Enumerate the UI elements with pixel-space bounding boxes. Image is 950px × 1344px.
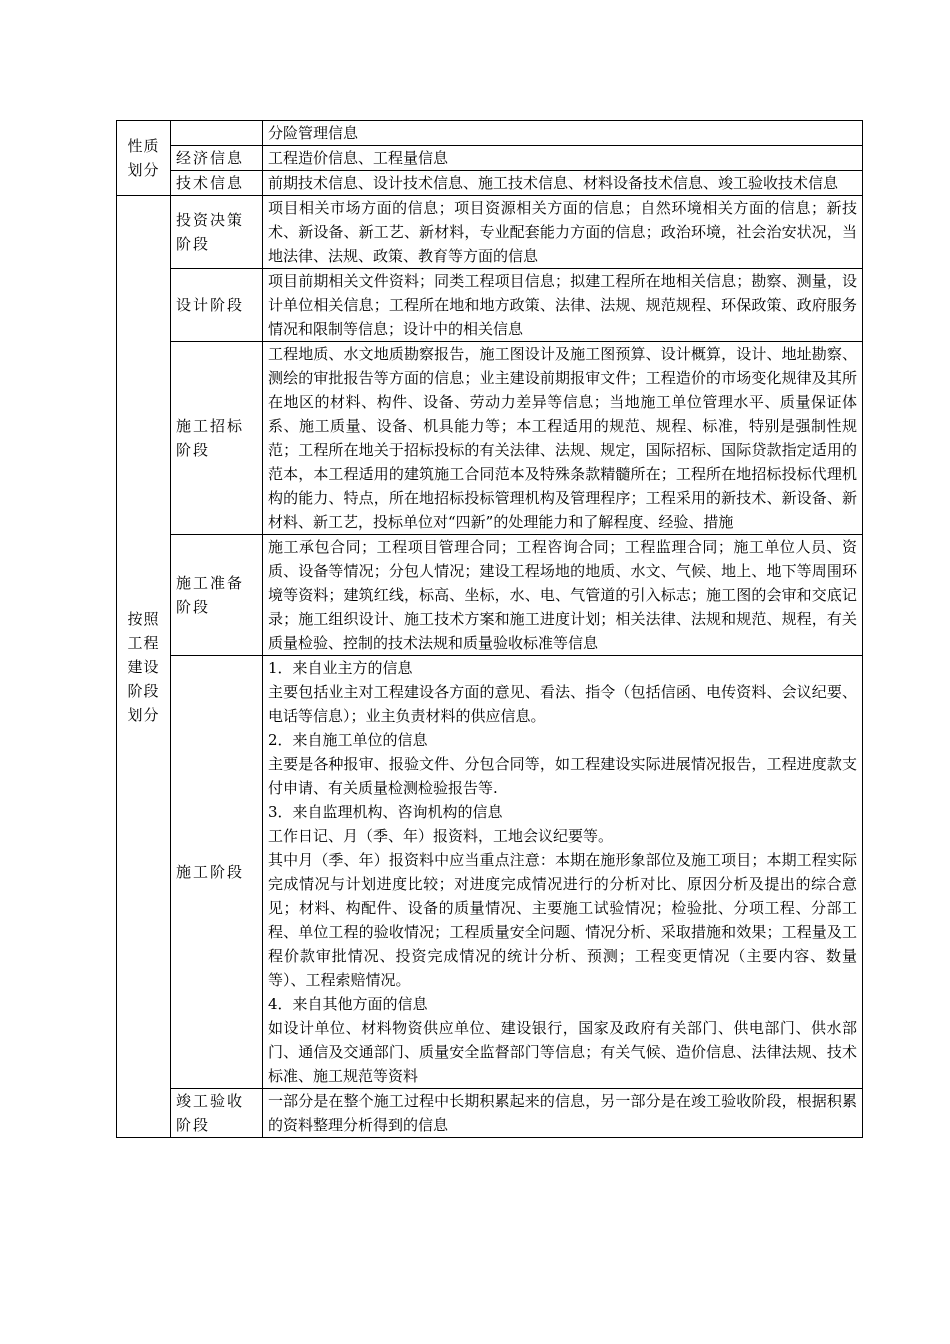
subcategory-cell: 竣工验收阶段 (171, 1089, 263, 1138)
content-line: 1．来自业主方的信息 (268, 659, 413, 677)
table-row (117, 342, 863, 535)
table-row (117, 196, 863, 269)
content-line: 4．来自其他方面的信息 (268, 995, 428, 1013)
content-cell: 分险管理信息 (263, 121, 863, 146)
content-line: 主要是各种报审、报验文件、分包合同等，如工程建设实际进展情况报告，工程进度款支付申请、有关质量检测检验报告等. (268, 755, 857, 797)
subcategory-cell: 施工招标阶段 (171, 342, 263, 535)
subcategory-cell: 经济信息 (171, 146, 263, 171)
subcategory-cell: 施工阶段 (171, 656, 263, 1089)
content-line: 其中月（季、年）报资料中应当重点注意：本期在施形象部位及施工项目；本期工程实际完成情况与计划进度比较；对进度完成情况进行的分析对比、原因分析及提出的综合意见；材料、构配件、设备的质量情况、主要施工试验情况；检验批、分项工程、分部工程、单位工程的验收情况；工程质量安全问题、情况分析、采取措施和效果；工程量及工程价款审批情况、投资完成情况的统计分析、预测；工程变更情况（主要内容、数量等）、工程索赔情况。 (268, 851, 857, 989)
content-cell: 项目前期相关文件资料；同类工程项目信息；拟建工程所在地相关信息；勘察、测量，设计单位相关信息；工程所在地和地方政策、法律、法规、规范规程、环保政策、政府服务情况和限制等信息；设计中的相关信息 (263, 269, 863, 342)
content-cell: 一部分是在整个施工过程中长期积累起来的信息，另一部分是在竣工验收阶段，根据积累的资料整理分析得到的信息 (263, 1089, 863, 1138)
table-row (117, 535, 863, 656)
content-cell: 工程地质、水文地质勘察报告，施工图设计及施工图预算、设计概算，设计、地址勘察、测绘的审批报告等方面的信息；业主建设前期报审文件；工程造价的市场变化规律及其所在地区的材料、构件、设备、劳动力差异等信息；当地施工单位管理水平、质量保证体系、施工质量、设备、机具能力等；本工程适用的规范、规程、标准，特别是强制性规范；工程所在地关于招标投标的有关法律、法规、规定，国际招标、国际贷款指定适用的范本，本工程适用的建筑施工合同范本及特殊条款精髓所在；工程所在地招标投标代理机构的能力、特点，所在地招标投标管理机构及管理程序；工程采用的新技术、新设备、新材料、新工艺，投标单位对“四新”的处理能力和了解程度、经验、措施 (263, 342, 863, 535)
table-row (117, 1089, 863, 1138)
content-cell: 项目相关市场方面的信息；项目资源相关方面的信息；自然环境相关方面的信息；新技术、新设备、新工艺、新材料，专业配套能力方面的信息；政治环境，社会治安状况，当地法律、法规、政策、教育等方面的信息 (263, 196, 863, 269)
table-row (117, 121, 863, 146)
table-row (117, 146, 863, 171)
content-line: 工作日记、月（季、年）报资料，工地会议纪要等。 (268, 827, 614, 845)
subcategory-cell: 施工准备阶段 (171, 535, 263, 656)
content-cell: 工程造价信息、工程量信息 (263, 146, 863, 171)
content-line: 2．来自施工单位的信息 (268, 731, 428, 749)
subcategory-cell (171, 121, 263, 146)
content-cell-construction (263, 656, 863, 1089)
table-row (117, 269, 863, 342)
content-line: 如设计单位、材料物资供应单位、建设银行，国家及政府有关部门、供电部门、供水部门、通信及交通部门、质量安全监督部门等信息；有关气候、造价信息、法律法规、技术标准、施工规范等资料 (268, 1019, 857, 1085)
category-cell-nature: 性质划分 (117, 121, 171, 196)
subcategory-cell: 设计阶段 (171, 269, 263, 342)
category-cell-stage: 按照工程建设阶段划分 (117, 196, 171, 1138)
content-cell: 前期技术信息、设计技术信息、施工技术信息、材料设备技术信息、竣工验收技术信息 (263, 171, 863, 196)
subcategory-cell: 技术信息 (171, 171, 263, 196)
subcategory-cell: 投资决策阶段 (171, 196, 263, 269)
table-row (117, 171, 863, 196)
table-row (117, 656, 863, 1089)
content-line: 主要包括业主对工程建设各方面的意见、看法、指令（包括信函、电传资料、会议纪要、电话等信息）；业主负责材料的供应信息。 (268, 683, 857, 725)
content-cell: 施工承包合同；工程项目管理合同；工程咨询合同；工程监理合同；施工单位人员、资质、设备等情况；分包人情况；建设工程场地的地质、水文、气候、地上、地下等周围环境等资料；建筑红线，标高、坐标，水、电、气管道的引入标志；施工图的会审和交底记录；施工组织设计、施工技术方案和施工进度计划；相关法律、法规和规范、规程，有关质量检验、控制的技术法规和质量验收标准等信息 (263, 535, 863, 656)
information-classification-table (116, 120, 863, 1138)
content-line: 3．来自监理机构、咨询机构的信息 (268, 803, 503, 821)
